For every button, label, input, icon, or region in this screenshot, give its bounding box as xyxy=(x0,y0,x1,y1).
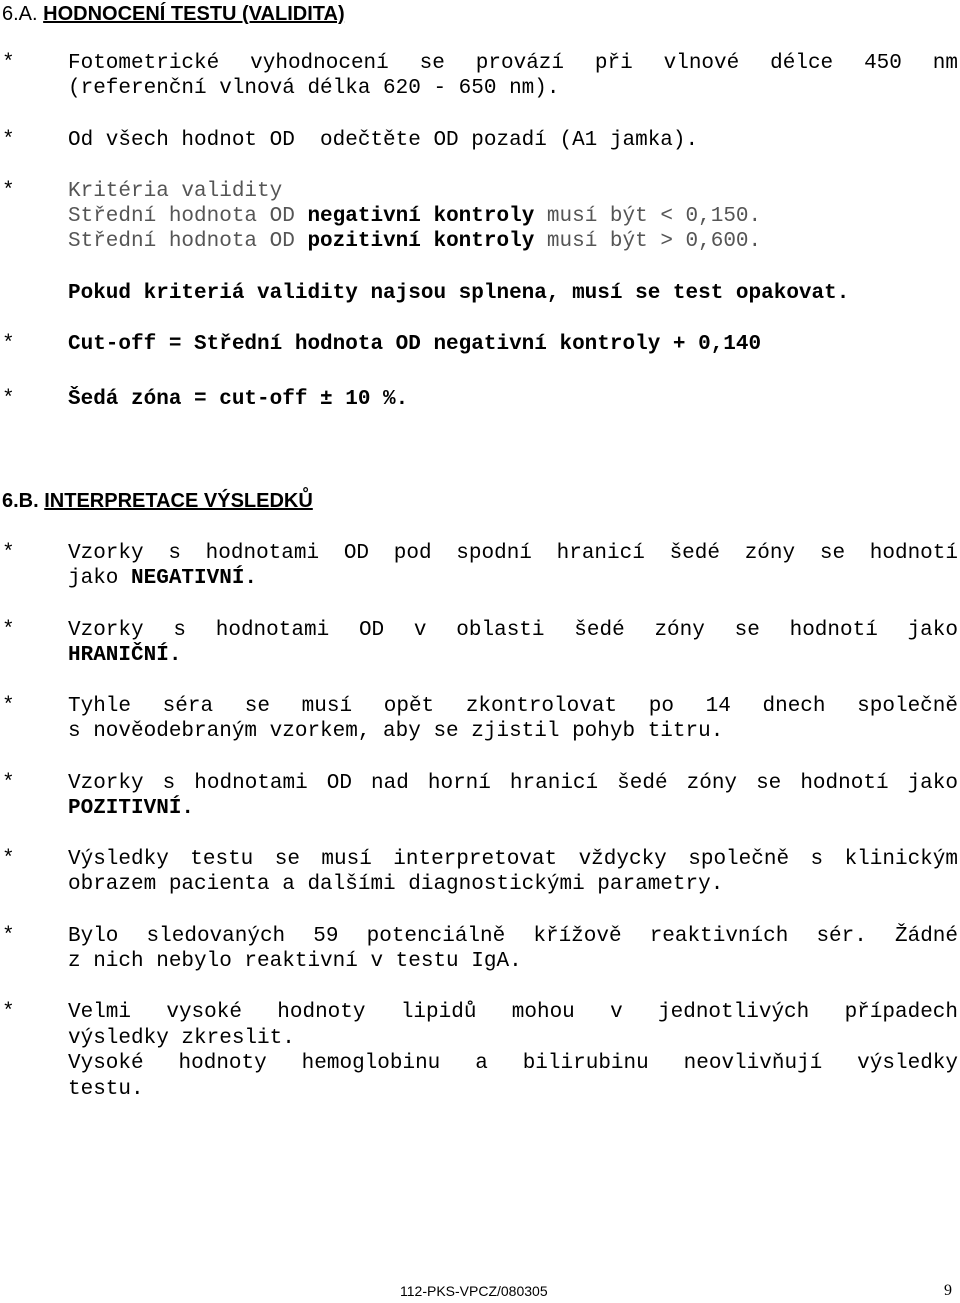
photometric-text-line1: Fotometrické vyhodnocení se provází při vlnové délce 450 nm xyxy=(68,52,958,75)
hemoglobin-line2: testu. xyxy=(68,1078,144,1101)
negative-control-label: negativní kontroly xyxy=(307,205,535,228)
bullet-marker: * xyxy=(2,925,15,948)
hemoglobin-line1: Vysoké hodnoty hemoglobinu a bilirubinu neovlivňují výsledky xyxy=(68,1052,958,1075)
bullet-marker: * xyxy=(2,848,15,871)
negative-label: NEGATIVNÍ. xyxy=(131,567,258,590)
retest-line1: Tyhle séra se musí opět zkontrolovat po 14 dnech společně xyxy=(68,695,958,718)
lipids-line1: Velmi vysoké hodnoty lipidů mohou v jednotlivých případech xyxy=(68,1001,958,1024)
bullet-marker: * xyxy=(2,619,15,642)
repeat-test-note: Pokud kriteriá validity najsou splnena, musí se test opakovat. xyxy=(68,282,850,305)
borderline-interpretation-line1: Vzorky s hodnotami OD v oblasti šedé zóny se hodnotí jako xyxy=(68,619,958,642)
interpretation-text: jako xyxy=(68,567,132,590)
criterion-text: Střední hodnota OD xyxy=(68,205,308,228)
retest-line2: s nověodebraným vzorkem, aby se zjistil pohyb titru. xyxy=(68,720,724,743)
cutoff-formula: Cut-off = Střední hodnota OD negativní kontroly + 0,140 xyxy=(68,333,762,356)
clinical-interpretation-line1: Výsledky testu se musí interpretovat vždycky společně s klinickým xyxy=(68,848,958,871)
negative-interpretation-line1: Vzorky s hodnotami OD pod spodní hranicí šedé zóny se hodnotí xyxy=(68,542,958,565)
criterion-text: musí být > 0,600. xyxy=(534,230,762,253)
bullet-marker: * xyxy=(2,1001,15,1024)
document-code: 112-PKS-VPCZ/080305 xyxy=(400,1283,548,1299)
bullet-marker: * xyxy=(2,772,15,795)
bullet-marker: * xyxy=(2,695,15,718)
section-a-heading xyxy=(2,2,345,27)
section-b-heading xyxy=(2,489,313,514)
positive-control-label: pozitivní kontroly xyxy=(307,230,535,253)
bullet-marker: * xyxy=(2,542,15,565)
bullet-marker: * xyxy=(2,333,15,356)
negative-interpretation-line2 xyxy=(68,566,257,591)
photometric-text-line2: (referenční vlnová délka 620 - 650 nm). xyxy=(68,77,560,100)
clinical-interpretation-line2: obrazem pacienta a dalšími diagnostickými parametry. xyxy=(68,873,724,896)
section-b-title: INTERPRETACE VÝSLEDKŮ xyxy=(44,490,313,512)
gray-zone-formula: Šedá zóna = cut-off ± 10 %. xyxy=(68,388,409,411)
bullet-marker: * xyxy=(2,129,15,152)
negative-control-criterion xyxy=(68,204,761,229)
lipids-line2: výsledky zkreslit. xyxy=(68,1027,295,1050)
positive-interpretation-line1: Vzorky s hodnotami OD nad horní hranicí šedé zóny se hodnotí jako xyxy=(68,772,958,795)
positive-label: POZITIVNÍ. xyxy=(68,797,195,820)
section-a-number: 6.A. xyxy=(2,3,38,25)
background-subtract-text: Od všech hodnot OD odečtěte OD pozadí (A1 jamka). xyxy=(68,129,699,152)
section-a-title: HODNOCENÍ TESTU (VALIDITA) xyxy=(43,3,345,25)
criterion-text: Střední hodnota OD xyxy=(68,230,308,253)
page-number: 9 xyxy=(944,1282,952,1299)
criterion-text: musí být < 0,150. xyxy=(534,205,762,228)
positive-control-criterion xyxy=(68,229,761,254)
validity-criteria-title: Kritéria validity xyxy=(68,180,283,203)
cross-reactivity-line2: z nich nebylo reaktivní v testu IgA. xyxy=(68,950,522,973)
bullet-marker: * xyxy=(2,180,15,203)
cross-reactivity-line1: Bylo sledovaných 59 potenciálně křížově reaktivních sér. Žádné xyxy=(68,925,958,948)
bullet-marker: * xyxy=(2,52,15,75)
bullet-marker: * xyxy=(2,388,15,411)
borderline-label: HRANIČNÍ. xyxy=(68,644,182,667)
section-b-number: 6.B. xyxy=(2,490,39,512)
